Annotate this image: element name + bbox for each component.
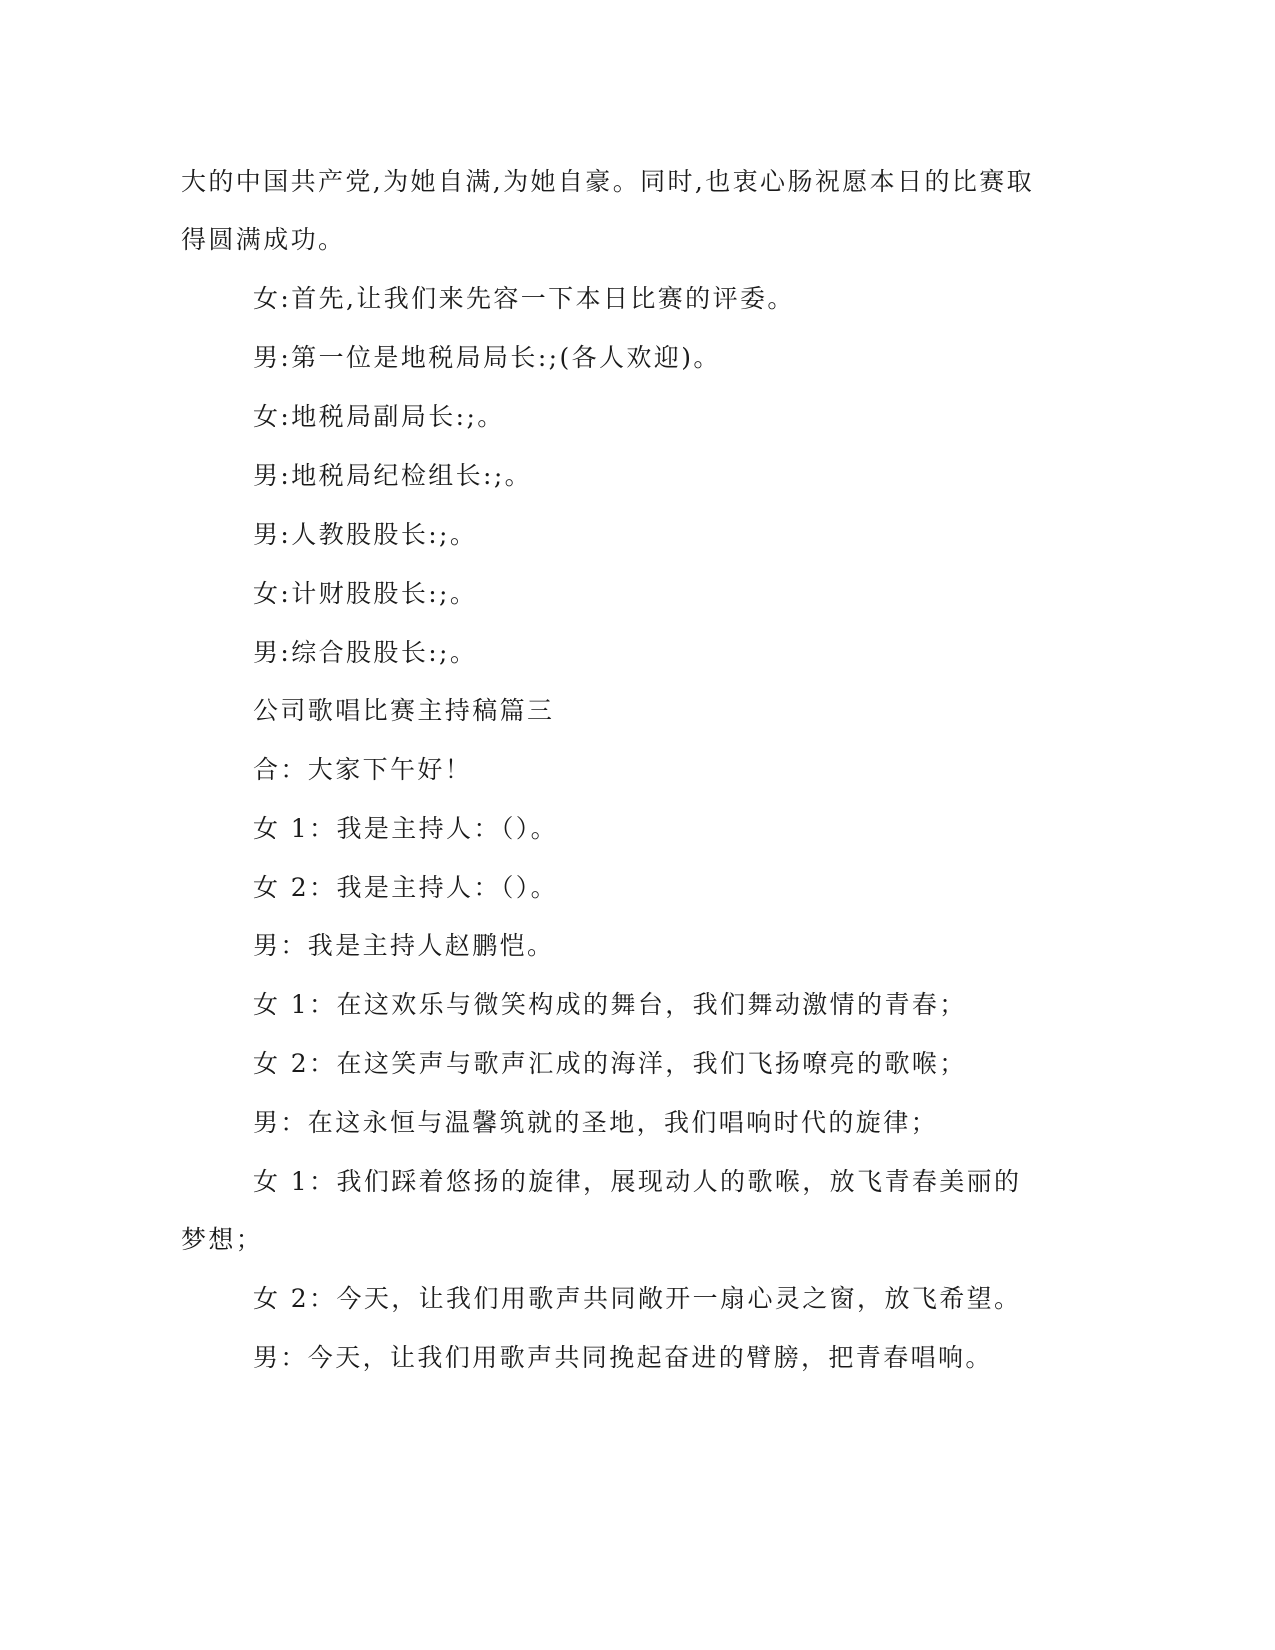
- paragraph-line: 女:首先,让我们来先容一下本日比赛的评委。: [253, 284, 795, 313]
- paragraph-line: 男:地税局纪检组长:;。: [253, 461, 533, 490]
- paragraph-line: 梦想；: [181, 1225, 264, 1254]
- paragraph-line: 大的中国共产党,为她自满,为她自豪。同时,也衷心肠祝愿本日的比赛取: [181, 167, 1035, 196]
- paragraph-line: 女 2：在这笑声与歌声汇成的海洋，我们飞扬嘹亮的歌喉；: [253, 1049, 967, 1078]
- paragraph-line: 女 1：我是主持人：（）。: [253, 814, 559, 843]
- paragraph-line: 合：大家下午好！: [253, 755, 473, 784]
- paragraph-line: 女 1：我们踩着悠扬的旋律，展现动人的歌喉，放飞青春美丽的: [253, 1167, 1022, 1196]
- paragraph-line: 男:综合股股长:;。: [253, 638, 478, 667]
- paragraph-line: 得圆满成功。: [181, 225, 346, 254]
- paragraph-line: 女:计财股股长:;。: [253, 579, 478, 608]
- section-heading: 公司歌唱比赛主持稿篇三: [253, 696, 555, 725]
- paragraph-line: 女 2：今天，让我们用歌声共同敞开一扇心灵之窗，放飞希望。: [253, 1284, 1022, 1313]
- paragraph-line: 男:第一位是地税局局长:;(各人欢迎)。: [253, 343, 721, 372]
- paragraph-line: 男：今天，让我们用歌声共同挽起奋进的臂膀，把青春唱响。: [253, 1343, 993, 1372]
- paragraph-line: 女 1：在这欢乐与微笑构成的舞台，我们舞动激情的青春；: [253, 990, 967, 1019]
- paragraph-line: 女 2：我是主持人：（）。: [253, 873, 559, 902]
- paragraph-line: 男:人教股股长:;。: [253, 520, 478, 549]
- paragraph-line: 男：我是主持人赵鹏恺。: [253, 931, 555, 960]
- paragraph-line: 女:地税局副局长:;。: [253, 402, 505, 431]
- paragraph-line: 男：在这永恒与温馨筑就的圣地，我们唱响时代的旋律；: [253, 1108, 939, 1137]
